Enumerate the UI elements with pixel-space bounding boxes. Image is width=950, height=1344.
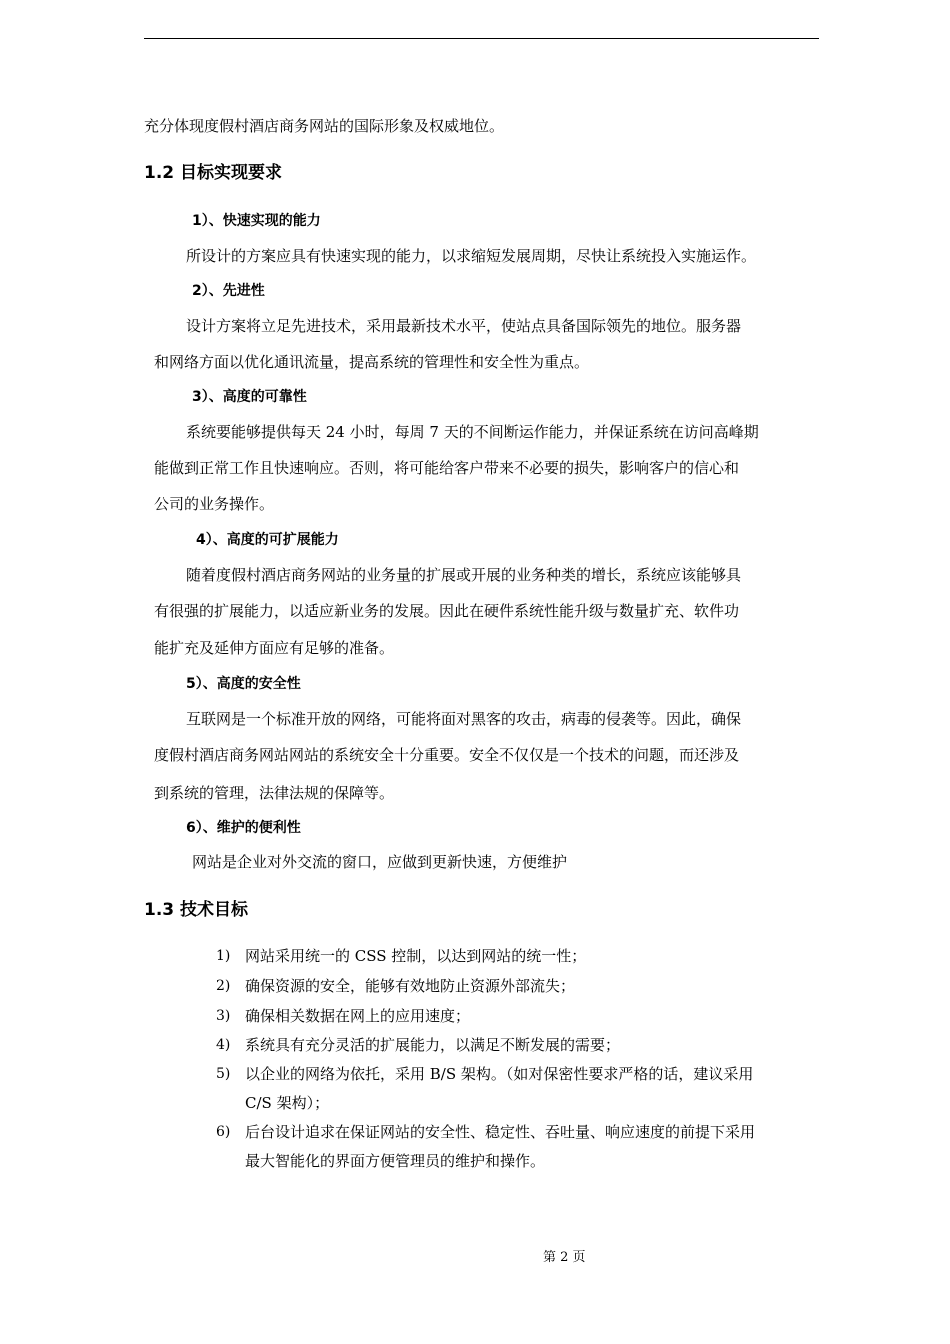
item-title-1: 1）、快速实现的能力 (192, 213, 321, 229)
item-2-line-2: 和网络方面以优化通讯流量，提高系统的管理性和安全性为重点。 (154, 353, 590, 371)
list-number: 3) (216, 1008, 231, 1024)
item-6-line-1: 网站是企业对外交流的窗口，应做到更新快速，方便维护 (192, 853, 568, 871)
item-5-line-2: 度假村酒店商务网站网站的系统安全十分重要。安全不仅仅是一个技术的问题，而还涉及 (154, 746, 740, 764)
item-title-6: 6）、维护的便利性 (186, 820, 301, 836)
list-item-text: 确保资源的安全，能够有效地防止资源外部流失； (245, 977, 576, 995)
section-heading-1-3: 1.3 技术目标 (144, 900, 249, 920)
list-number: 2) (216, 978, 231, 994)
list-item-text: 以企业的网络为依托，采用 B/S 架构。（如对保密性要求严格的话，建议采用 (245, 1065, 754, 1083)
intro-line: 充分体现度假村酒店商务网站的国际形象及权威地位。 (144, 117, 505, 135)
item-2-line-1: 设计方案将立足先进技术，采用最新技术水平，使站点具备国际领先的地位。服务器 (186, 317, 742, 335)
item-1-line-1: 所设计的方案应具有快速实现的能力，以求缩短发展周期，尽快让系统投入实施运作。 (186, 247, 757, 265)
item-4-line-1: 随着度假村酒店商务网站的业务量的扩展或开展的业务种类的增长，系统应该能够具 (186, 566, 742, 584)
section-heading-1-2: 1.2 目标实现要求 (144, 163, 283, 183)
item-title-2: 2）、先进性 (192, 283, 265, 299)
item-4-line-2: 有很强的扩展能力，以适应新业务的发展。因此在硬件系统性能升级与数量扩充、软件功 (154, 602, 740, 620)
item-5-line-3: 到系统的管理，法律法规的保障等。 (154, 784, 395, 802)
list-item-text: 系统具有充分灵活的扩展能力，以满足不断发展的需要； (245, 1036, 621, 1054)
item-3-line-2: 能做到正常工作且快速响应。否则，将可能给客户带来不必要的损失，影响客户的信心和 (154, 459, 740, 477)
page-number: 第 2 页 (543, 1250, 586, 1265)
list-item-text: 确保相关数据在网上的应用速度； (245, 1007, 471, 1025)
list-number: 4) (216, 1037, 231, 1053)
item-5-line-1: 互联网是一个标准开放的网络，可能将面对黑客的攻击，病毒的侵袭等。因此，确保 (186, 710, 742, 728)
list-number: 1) (216, 948, 231, 964)
list-item-text: 网站采用统一的 CSS 控制，以达到网站的统一性； (245, 947, 587, 965)
list-item-text-continued: 最大智能化的界面方便管理员的维护和操作。 (245, 1152, 546, 1170)
item-title-3: 3）、高度的可靠性 (192, 389, 307, 405)
item-3-line-1: 系统要能够提供每天 24 小时，每周 7 天的不间断运作能力，并保证系统在访问高峰期 (186, 423, 759, 441)
item-3-line-3: 公司的业务操作。 (154, 495, 275, 513)
item-title-5: 5）、高度的安全性 (186, 676, 301, 692)
item-title-4: 4）、高度的可扩展能力 (196, 532, 339, 548)
list-item-text: 后台设计追求在保证网站的安全性、稳定性、吞吐量、响应速度的前提下采用 (245, 1123, 756, 1141)
list-item-text-continued: C/S 架构）； (245, 1094, 330, 1112)
item-4-line-3: 能扩充及延伸方面应有足够的准备。 (154, 639, 395, 657)
list-number: 6) (216, 1124, 231, 1140)
list-number: 5) (216, 1066, 231, 1082)
header-rule (144, 38, 819, 39)
